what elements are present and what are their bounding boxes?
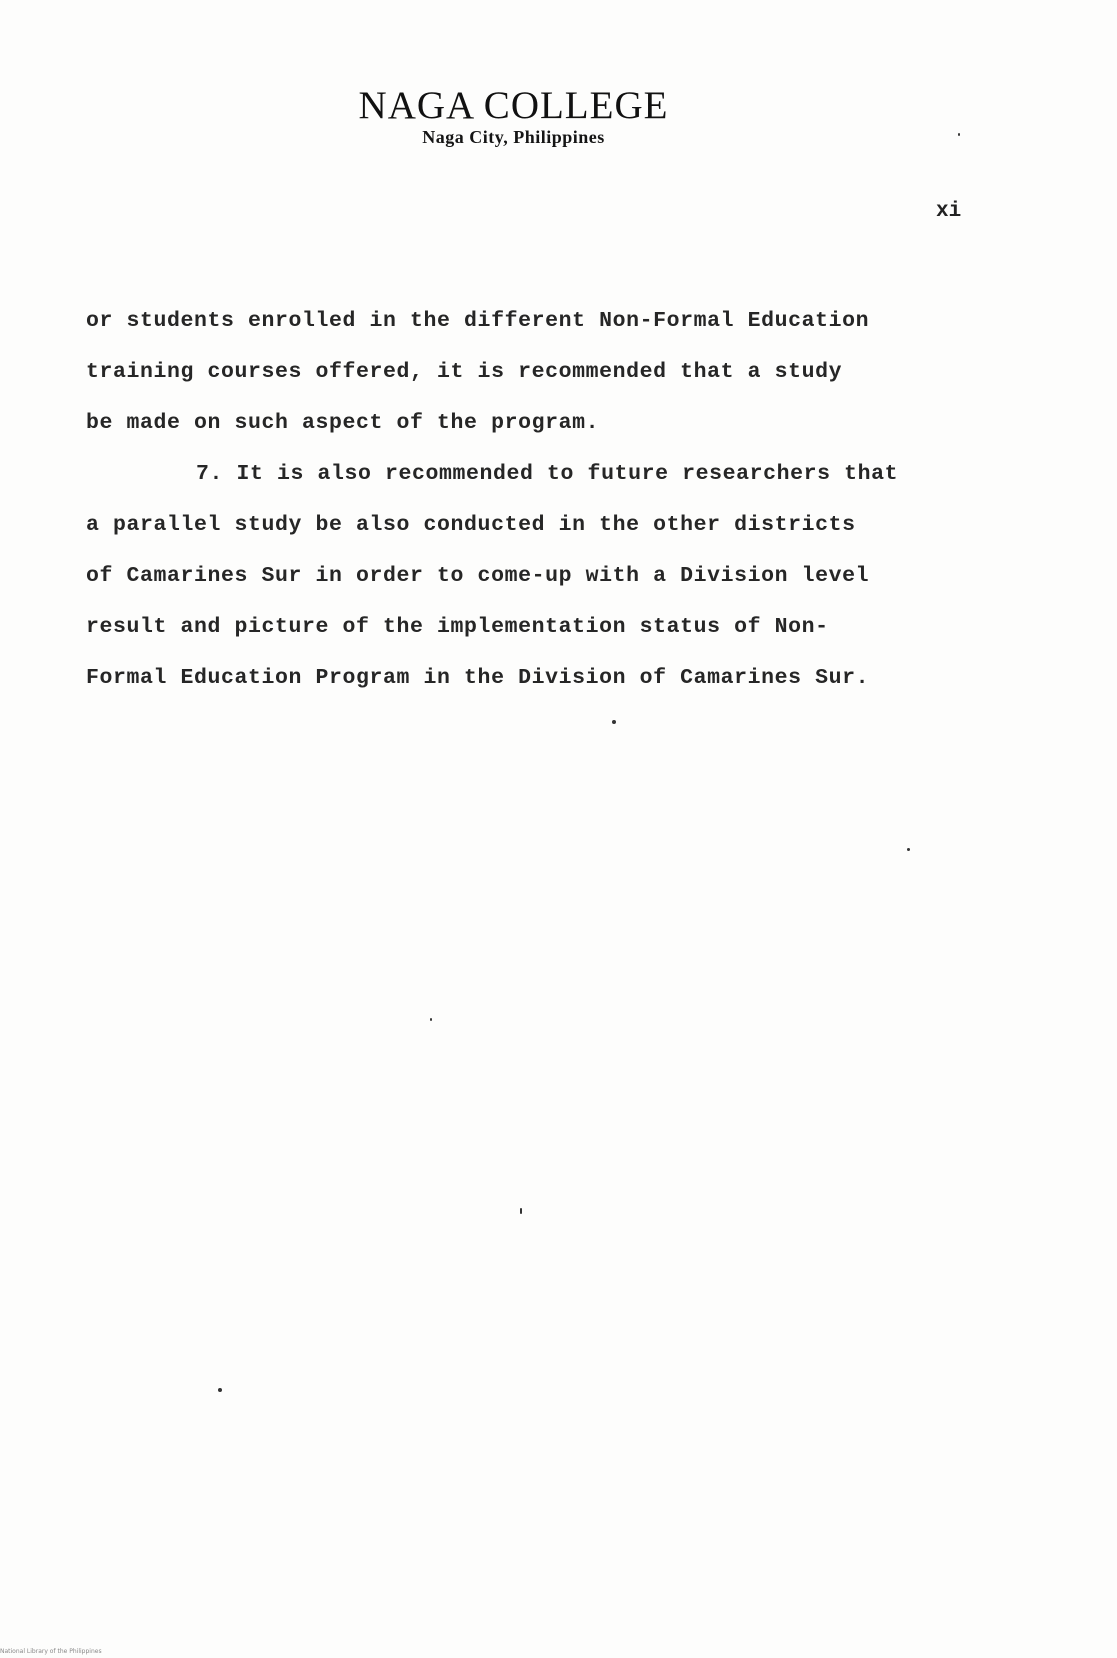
text-line: training courses offered, it is recommended that a study — [86, 360, 843, 384]
text-line: a parallel study be also conducted in the other districts — [86, 513, 856, 537]
text-line: of Camarines Sur in order to come-up with a Division level — [86, 564, 870, 588]
scan-speck — [430, 1018, 432, 1021]
text-line: Formal Education Program in the Division of Camarines Sur. — [86, 666, 870, 690]
scan-speck — [218, 1388, 222, 1392]
letterhead — [0, 84, 1072, 148]
text-line: or students enrolled in the different Non-Formal Education — [86, 309, 870, 333]
scan-speck — [907, 848, 910, 851]
scan-credit: National Library of the Philippines — [0, 1648, 102, 1655]
institution-name: NAGA COLLEGE — [358, 84, 669, 127]
institution-location: Naga City, Philippines — [422, 127, 605, 147]
scan-speck — [958, 133, 960, 136]
page-number: xi — [936, 200, 962, 223]
scan-speck — [520, 1208, 522, 1214]
scan-speck — [612, 720, 616, 724]
text-line: result and picture of the implementation status of Non- — [86, 615, 829, 639]
body-text — [86, 296, 1046, 704]
text-line: be made on such aspect of the program. — [86, 411, 600, 435]
text-line-indented: 7. It is also recommended to future researchers that — [196, 462, 899, 486]
